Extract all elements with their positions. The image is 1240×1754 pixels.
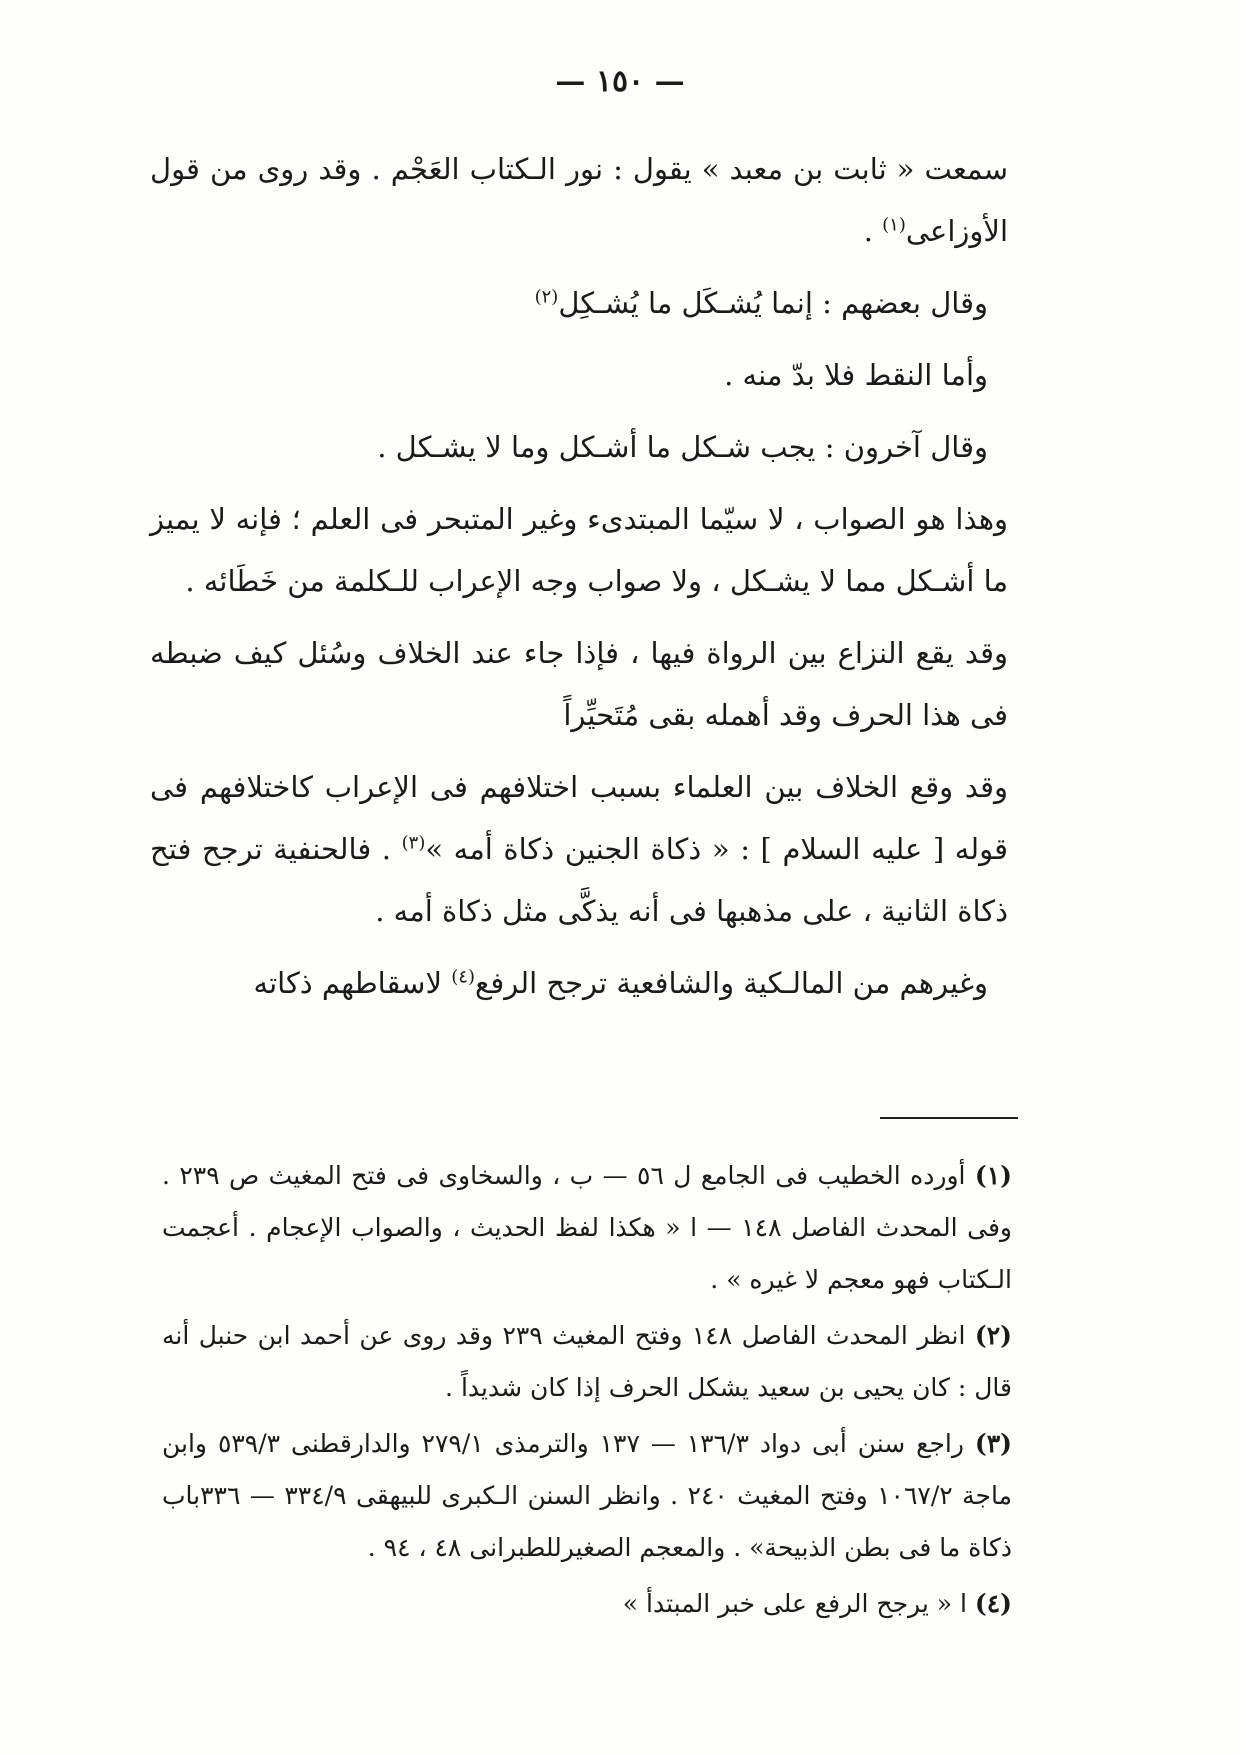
paragraph-8-text-a: وغيرهم من المالـكية والشافعية ترجح الرفع <box>474 966 988 1000</box>
footnotes <box>162 1150 1012 1634</box>
footnote-ref-2: (٢) <box>534 286 559 308</box>
footnote-4-text: ا « يرجح الرفع على خبر المبتدأ » <box>622 1589 967 1618</box>
footnote-separator <box>880 1117 1018 1119</box>
footnote-3 <box>162 1418 1012 1574</box>
paragraph-3: وأما النقط فلا بدّ منه . <box>724 358 988 392</box>
footnote-2-number: (٢) <box>974 1321 1012 1350</box>
paragraph-1-text: سمعت « ثابت بن معبد » يقول : نور الـكتاب العَجْم . وقد روى من قول الأوزاعى <box>150 152 1008 248</box>
main-text <box>150 138 1008 1024</box>
footnote-ref-3: (٣) <box>401 832 426 854</box>
paragraph-1-end: . <box>863 214 883 248</box>
footnote-1-number: (١) <box>974 1161 1012 1190</box>
paragraph-4: وقال آخرون : يجب شـكل ما أشـكل وما لا يشـكل . <box>377 430 988 464</box>
footnote-3-text: راجع سنن أبى دواد ١٣٦/٣ — ١٣٧ والترمذى ٢٧٩/١ والدارقطنى ٥٣٩/٣ وابن ماجة ١٠٦٧/٢ وفتح المغيث ٢٤٠ . وانظر السنن الـكبرى للبيهقى ٣٣٤/٩ — ٣٣٦باب ذكاة ما فى بطن الذبيحة» . والمعجم الصغيرللطبرانى ٤٨ ، ٩٤ . <box>162 1429 1013 1562</box>
footnote-3-number: (٣) <box>974 1429 1012 1458</box>
footnote-ref-4: (٤) <box>451 966 475 988</box>
paragraph-7-text-b: . فالحنفية ترجح فتح ذكاة الثانية ، على مذهبها فى أنه يذكَّى مثل ذكاة أمه . <box>150 832 1008 928</box>
footnote-1 <box>162 1150 1012 1306</box>
paragraph-5: وهذا هو الصواب ، لا سيّما المبتدىء وغير المتبحر فى العلم ؛ فإنه لا يميز ما أشـكل مما لا يشـكل ، ولا صواب وجه الإعراب للـكلمة من خَطَائه . <box>150 502 1008 598</box>
footnote-1-text: أورده الخطيب فى الجامع ل ٥٦ — ب ، والسخاوى فى فتح المغيث ص ٢٣٩ . وفى المحدث الفاصل ١٤٨ — ا « هكذا لفظ الحديث ، والصواب الإعجام . أعجمت الـكتاب فهو معجم لا غيره » . <box>162 1161 1012 1294</box>
paragraph-7-text-a: وقد وقع الخلاف بين العلماء بسبب اختلافهم فى الإعراب كاختلافهم فى قوله [ عليه السلام ] : « ذكاة الجنين ذكاة أمه » <box>150 770 1008 866</box>
footnote-2-text: انظر المحدث الفاصل ١٤٨ وفتح المغيث ٢٣٩ وقد روى عن أحمد ابن حنبل أنه قال : كان يحيى بن سعيد يشكل الحرف إذا كان شديداً . <box>162 1321 1012 1402</box>
footnote-ref-1: (١) <box>882 214 906 236</box>
footnote-2 <box>162 1310 1012 1414</box>
paragraph-7 <box>150 756 1008 942</box>
footnote-4 <box>162 1578 1012 1630</box>
paragraph-8-text-b: لاسقاطهم ذكاته <box>253 966 452 1000</box>
page-number: — ١٥٠ — <box>555 64 685 99</box>
paragraph-2-text: وقال بعضهم : إنما يُشـكَل ما يُشـكِل <box>558 286 988 320</box>
paragraph-1 <box>150 138 1008 262</box>
footnote-4-number: (٤) <box>974 1589 1012 1618</box>
paragraph-2 <box>150 272 1008 334</box>
paragraph-6: وقد يقع النزاع بين الرواة فيها ، فإذا جاء عند الخلاف وسُئل كيف ضبطه فى هذا الحرف وقد أهمله بقى مُتَحيِّراً <box>150 636 1008 732</box>
paragraph-8 <box>150 952 1008 1014</box>
